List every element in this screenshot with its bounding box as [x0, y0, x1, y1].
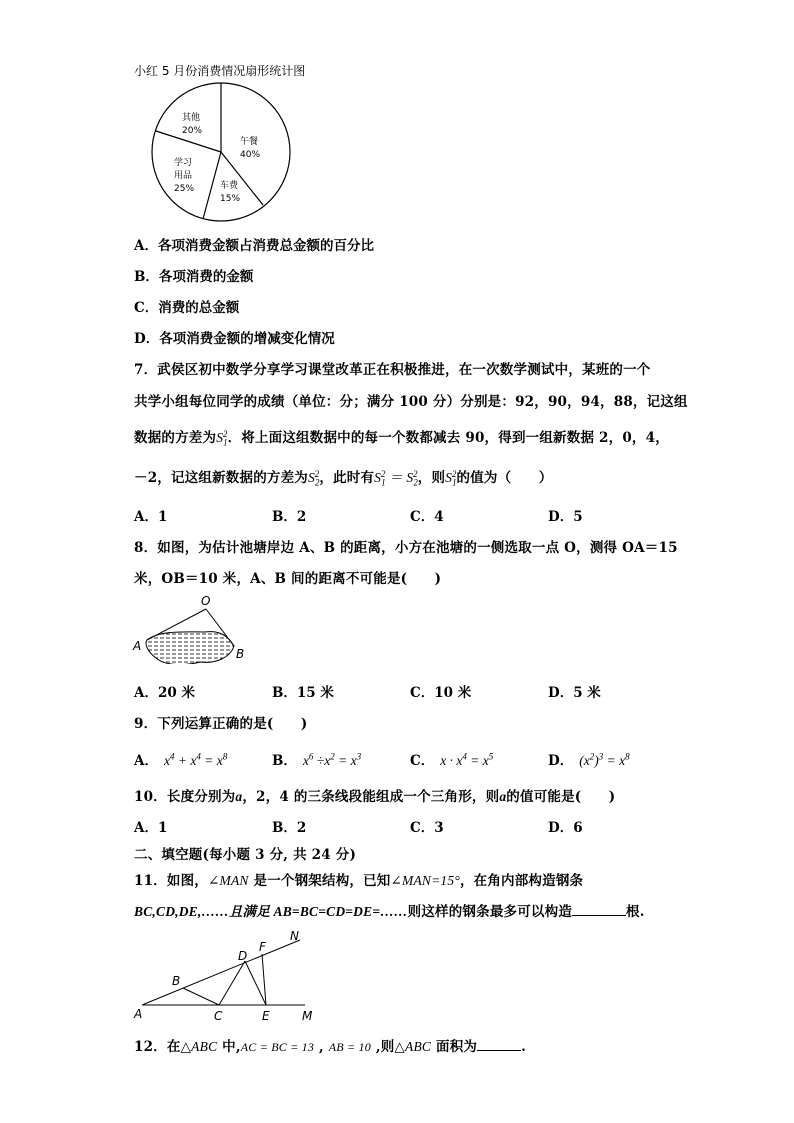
label-o: O	[201, 594, 211, 608]
q7-variance-s1: $S_1^2$	[216, 428, 228, 448]
q7-option-b[interactable]: B．2	[272, 509, 307, 525]
q7-option-a[interactable]: A．1	[134, 509, 168, 525]
q12-stem: 12．在△ABC 中,AC = BC = 13 , AB = 10 ,则△ABC 面积为 .	[134, 1039, 527, 1055]
label-d: D	[238, 949, 248, 963]
slice-label-other: 其他	[182, 113, 201, 123]
q10-option-d[interactable]: D．6	[548, 820, 583, 836]
q7-line-1: 7．武侯区初中数学分享学习课堂改革正在积极推进，在一次数学测试中，某班的一个	[134, 362, 651, 378]
label-m: M	[302, 1009, 313, 1022]
q7-option-d[interactable]: D．5	[548, 509, 583, 525]
label-c: C	[214, 1009, 223, 1022]
pond-shape	[146, 632, 234, 664]
q8-option-c[interactable]: C．10 米	[410, 685, 472, 701]
steel-frame-figure	[130, 926, 320, 1022]
slice-label-fare: 车费	[220, 181, 239, 191]
pond-figure	[130, 592, 260, 664]
label-a: A	[133, 639, 142, 653]
q9-stem: 9．下列运算正确的是( )	[134, 716, 308, 732]
q10-option-a[interactable]: A．1	[134, 820, 168, 836]
q7-line-3	[134, 426, 669, 448]
q9-option-d[interactable]: D． $(x^2)^3 = x^8$	[548, 751, 630, 769]
section-heading: 二、填空题(每小题 3 分, 共 24 分)	[134, 847, 357, 863]
q11-line-1: 11．如图，∠MAN 是一个钢架结构，已知∠MAN=15°，在角内部构造钢条	[134, 873, 584, 889]
slice-pct-lunch: 40%	[240, 150, 261, 160]
ray-an	[142, 940, 300, 1005]
q7-line-2: 共学小组每位同学的成绩（单位：分；满分 100 分）分别是：92，90，94，88，记这组	[134, 394, 688, 410]
q7-line-4a: －2，记这组新数据的方差为	[134, 470, 308, 486]
slice-label-supplies-1: 学习	[174, 158, 193, 168]
q7-line-4c: ，则	[417, 470, 446, 486]
segment-bc	[183, 988, 219, 1005]
slice-pct-other: 20%	[182, 126, 203, 136]
pie-chart	[148, 82, 296, 222]
q7-equation: $S_1^2 = S_2^2$	[374, 468, 419, 488]
q11-answer-blank[interactable]	[572, 903, 626, 916]
q9-option-c[interactable]: C． $x \cdot x^4 = x^5$	[410, 751, 494, 769]
q9-option-b[interactable]: B． $x^6 \div x^2 = x^3$	[272, 751, 362, 769]
q9-option-a[interactable]: A． $x^4 + x^4 = x^8$	[134, 751, 228, 769]
q8-line-1: 8．如图，为估计池塘岸边 A、B 的距离，小方在池塘的一侧选取一点 O，测得 OA＝15	[134, 540, 678, 556]
label-a: A	[134, 1007, 143, 1021]
q6-option-c[interactable]: C．消费的总金额	[134, 300, 240, 316]
q7-line-4	[134, 466, 552, 488]
q8-option-b[interactable]: B．15 米	[272, 685, 334, 701]
q10-option-b[interactable]: B．2	[272, 820, 307, 836]
pie-chart-title: 小红 5 月份消费情况扇形统计图	[134, 64, 306, 78]
q6-option-a[interactable]: A．各项消费金额占消费总金额的百分比	[134, 238, 374, 254]
q11-line-2: BC,CD,DE,……且满足 AB=BC=CD=DE=……则这样的钢条最多可以构造 根.	[134, 904, 645, 920]
q7-variance-s1-b: $S_1^2$	[445, 468, 457, 488]
q8-line-2: 米，OB＝10 米，A、B 间的距离不可能是( )	[134, 571, 442, 587]
slice-label-supplies-2: 用品	[174, 171, 193, 181]
q6-option-b[interactable]: B．各项消费的金额	[134, 269, 254, 285]
slice-pct-supplies: 25%	[174, 184, 195, 194]
q8-option-d[interactable]: D．5 米	[548, 685, 601, 701]
label-b: B	[172, 974, 181, 988]
label-n: N	[290, 929, 299, 943]
q7-line-4b: ，此时有	[319, 470, 375, 486]
q7-line-3b: ．将上面这组数据中的每一个数都减去 90，得到一组新数据 2，0，4，	[227, 430, 669, 446]
q7-line-4d: 的值为（ ）	[456, 470, 553, 486]
q7-option-c[interactable]: C．4	[410, 509, 444, 525]
q10-option-c[interactable]: C．3	[410, 820, 444, 836]
label-e: E	[262, 1009, 270, 1022]
label-f: F	[259, 940, 266, 954]
q8-option-a[interactable]: A．20 米	[134, 685, 195, 701]
slice-pct-fare: 15%	[220, 194, 241, 204]
slice-label-lunch: 午餐	[240, 137, 259, 147]
q7-line-3a: 数据的方差为	[134, 430, 217, 446]
q12-answer-blank[interactable]	[477, 1038, 521, 1051]
q6-option-d[interactable]: D．各项消费金额的增减变化情况	[134, 331, 335, 347]
q7-variance-s2: $S_2^2$	[308, 468, 320, 488]
q10-stem: 10．长度分别为a，2，4 的三条线段能组成一个三角形，则a的值可能是( )	[134, 789, 616, 805]
label-b: B	[236, 647, 245, 661]
